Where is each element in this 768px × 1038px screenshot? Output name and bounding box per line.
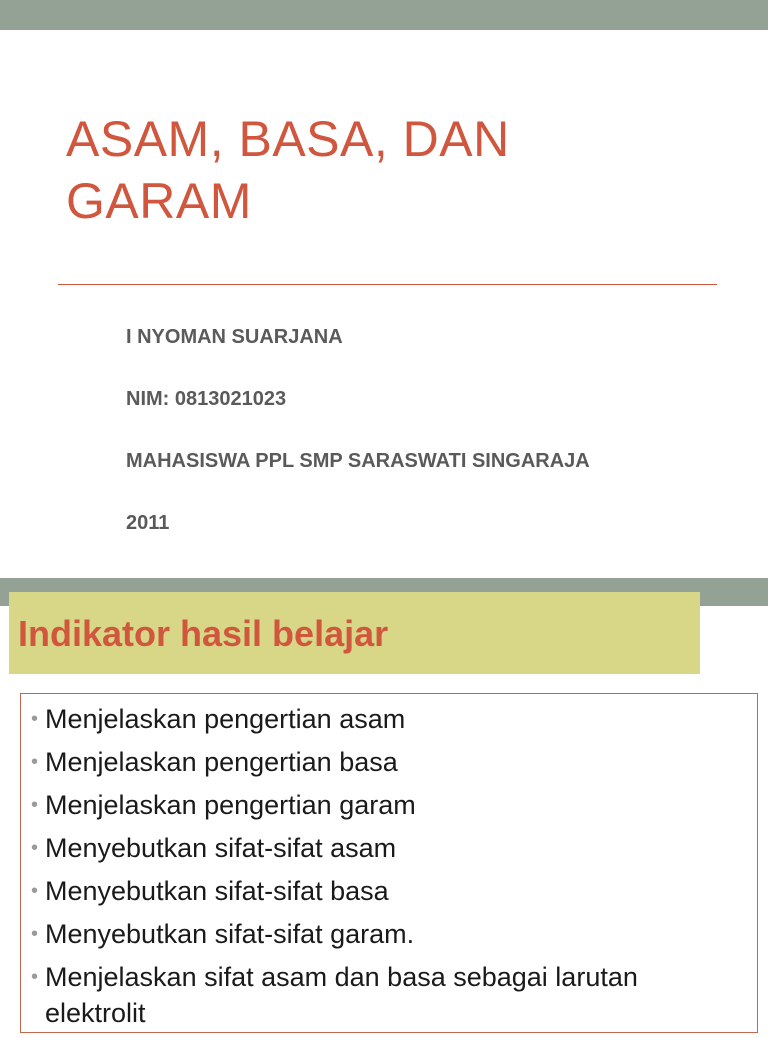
author-name: I NYOMAN SUARJANA bbox=[126, 326, 343, 348]
subtitle-block bbox=[126, 325, 746, 573]
list-item-text: Menyebutkan sifat-sifat garam. bbox=[45, 919, 415, 949]
affiliation: MAHASISWA PPL SMP SARASWATI SINGARAJA bbox=[126, 450, 590, 472]
list-item-text: Menyebutkan sifat-sifat asam bbox=[45, 833, 397, 863]
title-divider bbox=[58, 284, 717, 285]
list-item-text: Menyebutkan sifat-sifat basa bbox=[45, 876, 389, 906]
list-item-text: Menjelaskan pengertian basa bbox=[45, 747, 398, 777]
list-item bbox=[31, 787, 741, 823]
content-box bbox=[20, 693, 758, 1033]
bullet-icon: • bbox=[31, 837, 39, 859]
bullet-icon: • bbox=[31, 880, 39, 902]
bullet-icon: • bbox=[31, 794, 39, 816]
list-item-text: Menjelaskan pengertian garam bbox=[45, 790, 416, 820]
slide-title-heading: ASAM, BASA, DAN GARAM bbox=[66, 111, 510, 229]
list-item bbox=[31, 830, 741, 866]
bullet-icon: • bbox=[31, 751, 39, 773]
bullet-icon: • bbox=[31, 923, 39, 945]
list-item bbox=[31, 701, 741, 737]
slide-heading: Indikator hasil belajar bbox=[18, 613, 389, 654]
bullet-icon: • bbox=[31, 708, 39, 730]
list-item bbox=[31, 916, 741, 952]
list-item-text: Menjelaskan pengertian asam bbox=[45, 704, 406, 734]
bullet-icon: • bbox=[31, 966, 39, 988]
student-id: NIM: 0813021023 bbox=[126, 388, 287, 410]
year: 2011 bbox=[126, 512, 170, 534]
list-item bbox=[31, 744, 741, 780]
list-item bbox=[31, 959, 741, 1031]
list-item-text: Menjelaskan sifat asam dan basa sebagai larutan elektrolit bbox=[45, 962, 638, 1028]
bullet-list bbox=[31, 701, 741, 1038]
title-box bbox=[9, 592, 700, 674]
slide-indicators bbox=[0, 578, 768, 1028]
top-bar bbox=[0, 0, 768, 30]
list-item bbox=[31, 873, 741, 909]
